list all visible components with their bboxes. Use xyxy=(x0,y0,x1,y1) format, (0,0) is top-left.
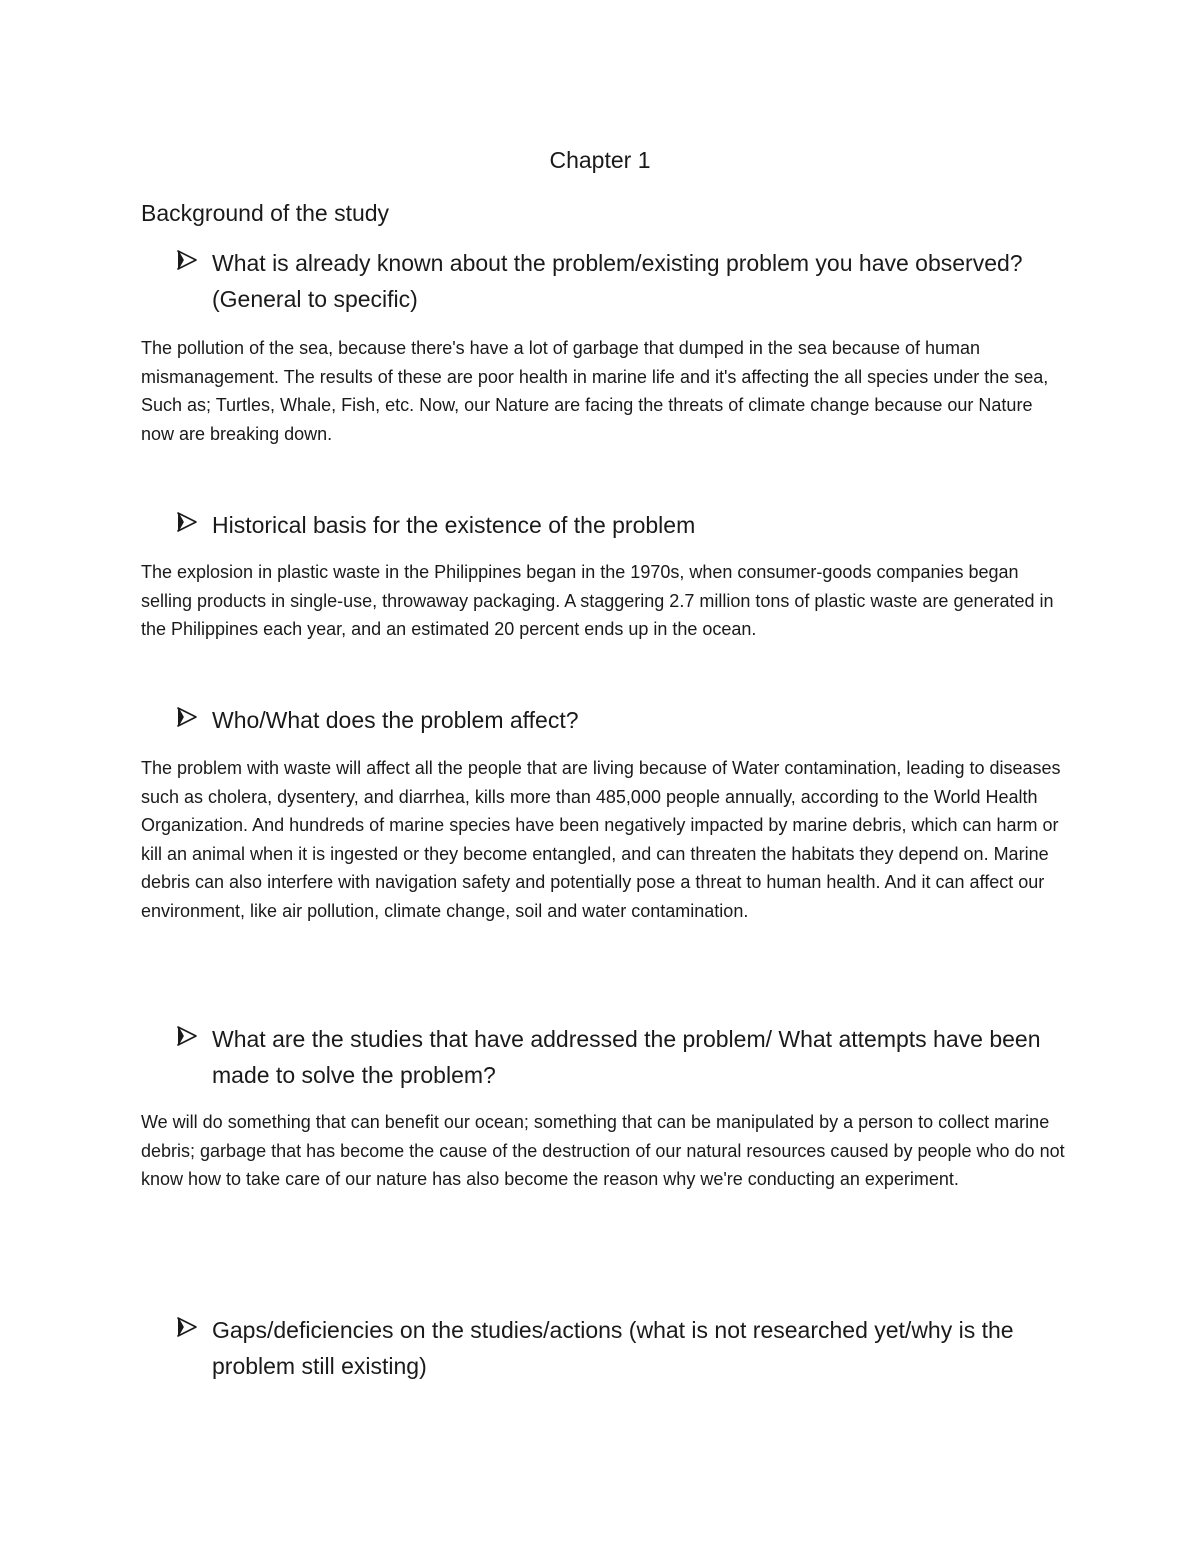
answer-paragraph: The problem with waste will affect all the people that are living because of Water contamination, leading to diseases such as cholera, dysentery, and diarrhea, kills more than 485,000 people annually, according to the World Health Organization. And hundreds of marine species have been negatively impacted by marine debris, which can harm or kill an animal when it is ingested or they become entangled, and can threaten the habitats they depend on. Marine debris can also interfere with navigation safety and potentially pose a threat to human health. And it can affect our environment, like air pollution, climate change, soil and water contamination. xyxy=(141,758,1061,921)
arrowhead-bullet-icon xyxy=(175,248,199,272)
section-heading: Background of the study xyxy=(141,200,390,226)
arrowhead-bullet-icon xyxy=(175,705,199,729)
answer-paragraph: The explosion in plastic waste in the Philippines began in the 1970s, when consumer-goods companies began selling products in single-use, throwaway packaging. A staggering 2.7 million tons of plastic waste are generated in the Philippines each year, and an estimated 20 percent ends up in the ocean. xyxy=(141,562,1054,639)
question-text: Historical basis for the existence of the problem xyxy=(212,512,696,538)
answer-paragraph: We will do something that can benefit our ocean; something that can be manipulated by a person to collect marine debris; garbage that has become the cause of the destruction of our natural resources caused by people who do not know how to take care of our nature has also become the reason why we're conducting an experiment. xyxy=(141,1112,1065,1189)
question-studies-attempts xyxy=(175,1021,1075,1093)
question-gaps-deficiencies xyxy=(175,1312,1075,1384)
question-text: What is already known about the problem/existing problem you have observed? (General to specific) xyxy=(212,250,1023,312)
chapter-title: Chapter 1 xyxy=(549,147,651,173)
question-who-affected xyxy=(175,702,1075,738)
question-historical-basis xyxy=(175,507,1075,543)
question-text: What are the studies that have addressed the problem/ What attempts have been made to solve the problem? xyxy=(212,1026,1041,1088)
arrowhead-bullet-icon xyxy=(175,1315,199,1339)
arrowhead-bullet-icon xyxy=(175,510,199,534)
answer-paragraph: The pollution of the sea, because there's have a lot of garbage that dumped in the sea because of human mismanagement. The results of these are poor health in marine life and it's affecting the all species under the sea, Such as; Turtles, Whale, Fish, etc. Now, our Nature are facing the threats of climate change because our Nature now are breaking down. xyxy=(141,338,1049,444)
arrowhead-bullet-icon xyxy=(175,1024,199,1048)
question-known-problem xyxy=(175,245,1075,317)
question-text: Gaps/deficiencies on the studies/actions (what is not researched yet/why is the problem still existing) xyxy=(212,1317,1014,1379)
question-text: Who/What does the problem affect? xyxy=(212,707,579,733)
